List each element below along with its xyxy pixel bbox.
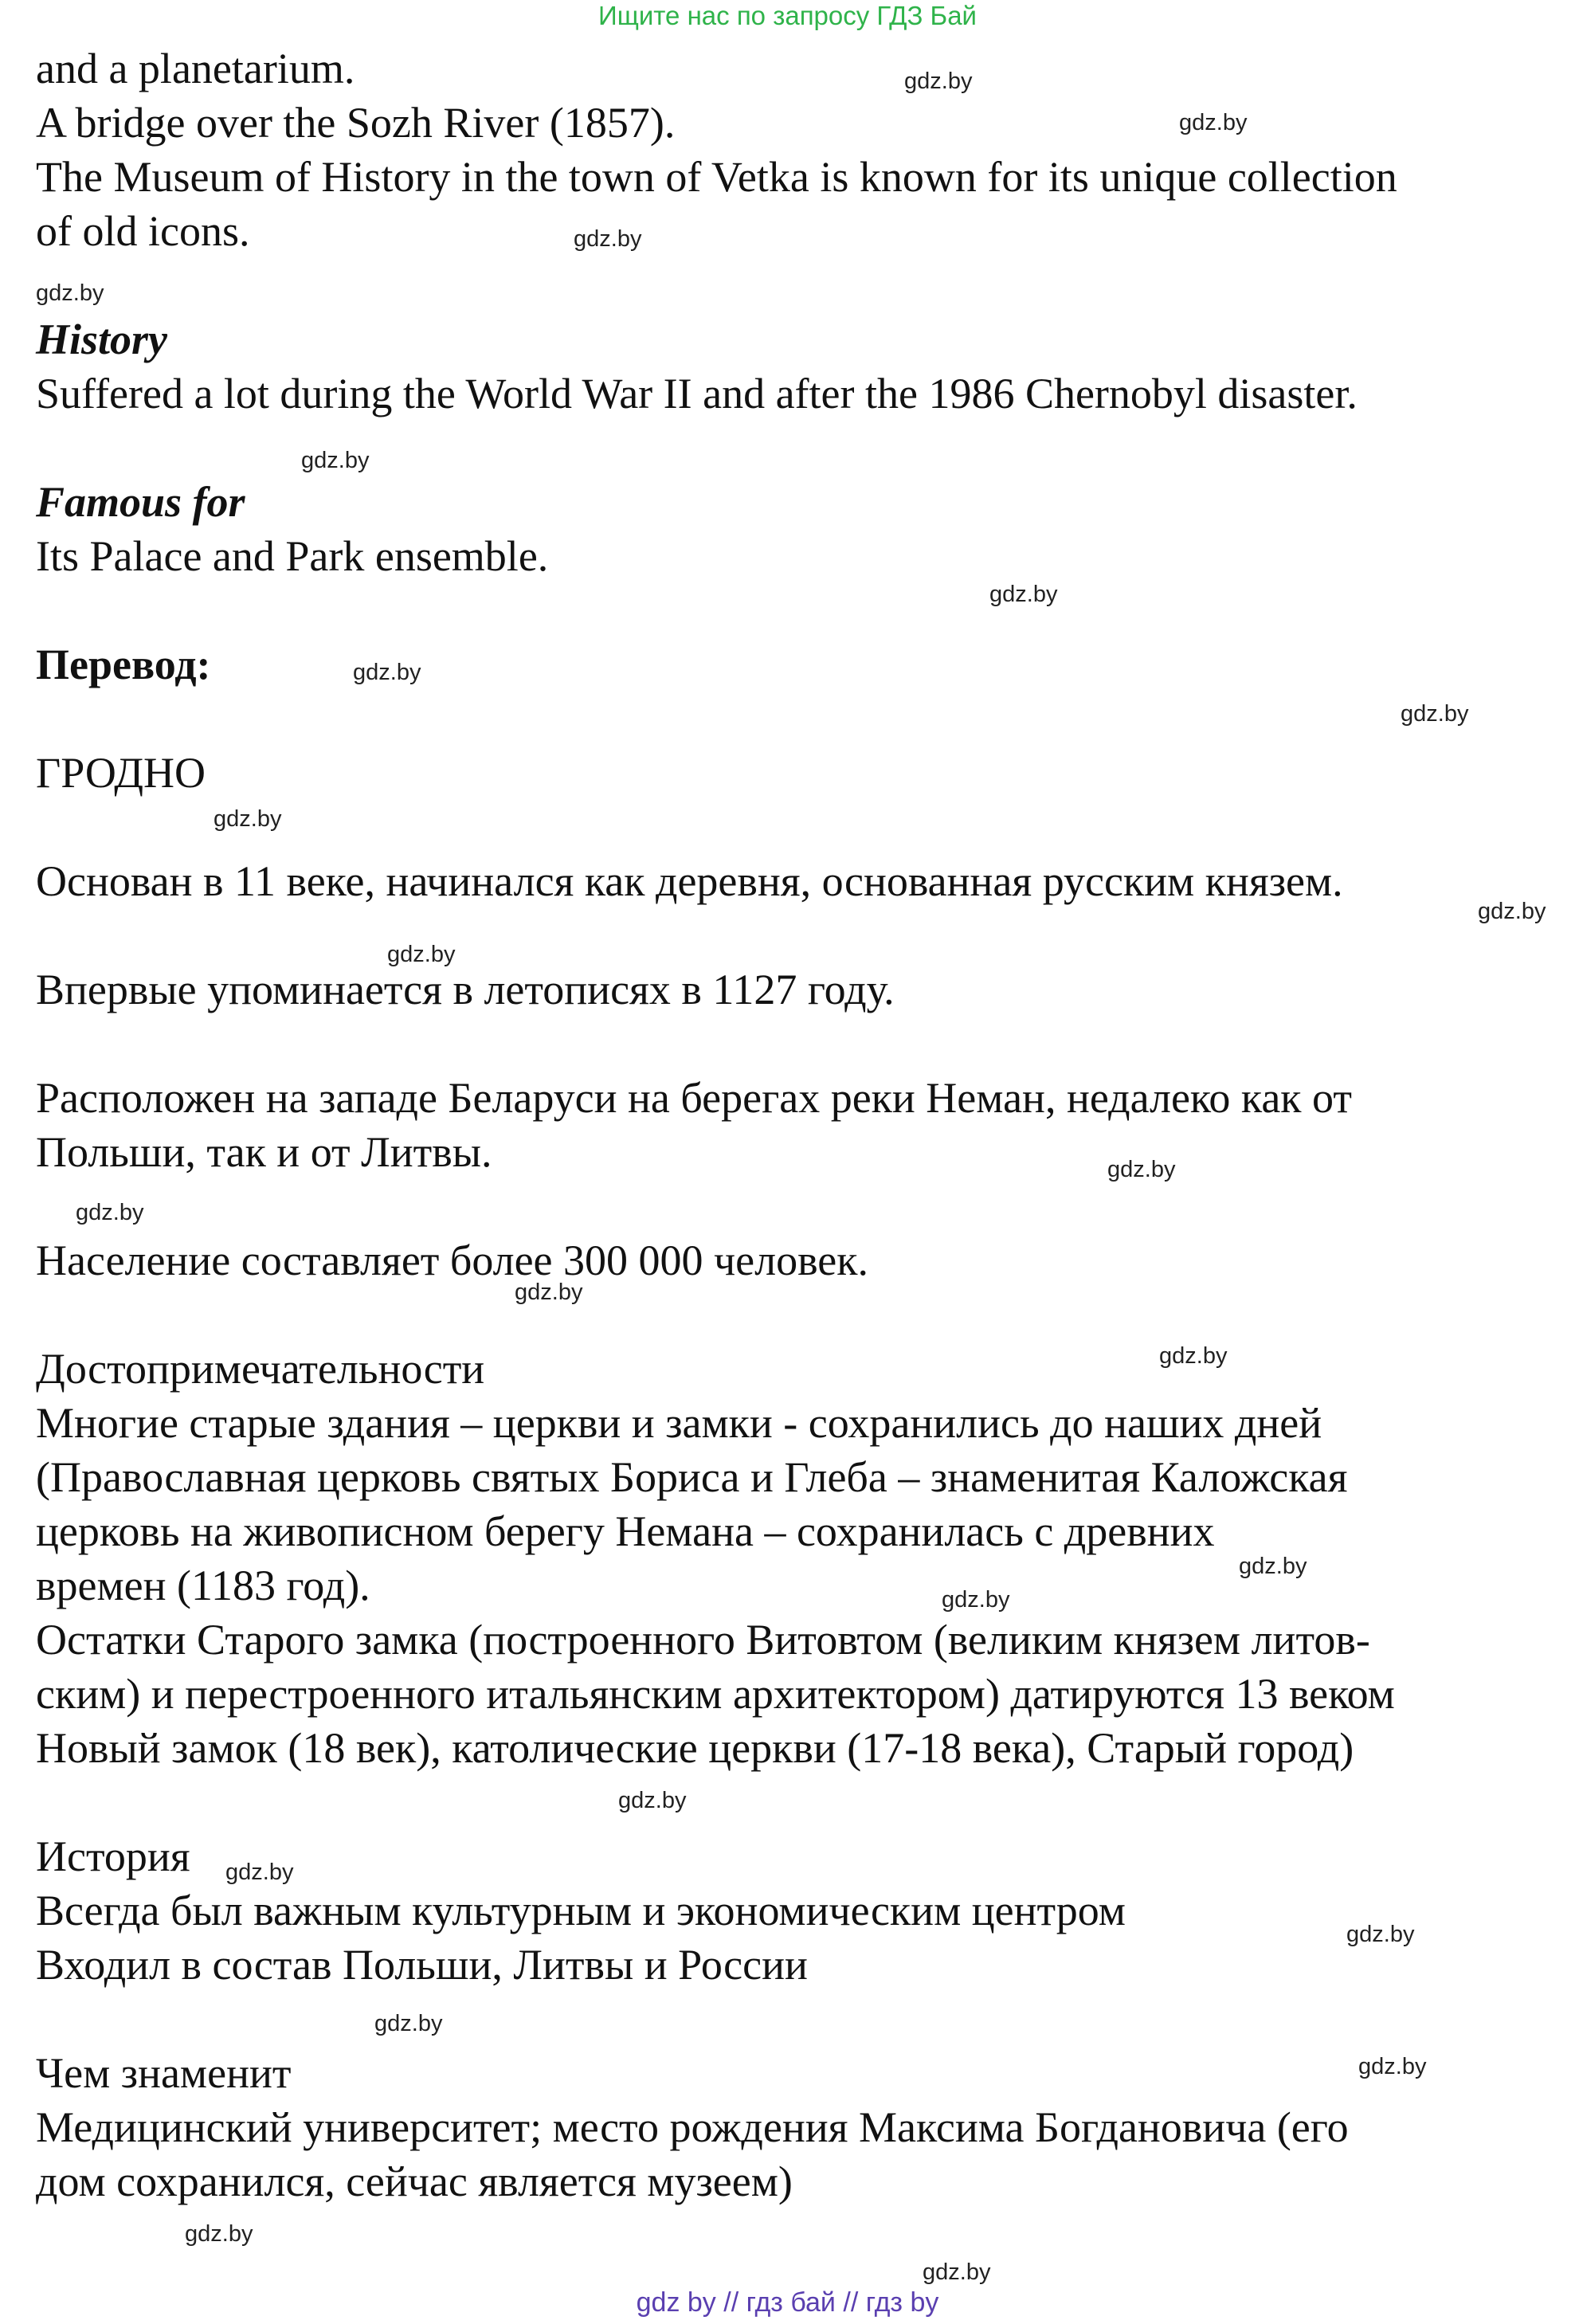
text-line: Its Palace and Park ensemble. <box>36 532 549 580</box>
text-line: A bridge over the Sozh River (1857). <box>36 99 676 147</box>
watermark: gdz.by <box>36 280 104 306</box>
watermark: gdz.by <box>1107 1157 1176 1182</box>
text-line: Население составляет более 300 000 человек. <box>36 1236 868 1284</box>
watermark: gdz.by <box>989 582 1058 607</box>
text-line: ским) и перестроенного итальянским архитектором) датируются 13 веком <box>36 1670 1395 1718</box>
text-line: Польши, так и от Литвы. <box>36 1128 492 1176</box>
watermark: gdz.by <box>574 226 642 252</box>
watermark: gdz.by <box>1401 701 1469 727</box>
watermark: gdz.by <box>1358 2054 1427 2079</box>
watermark: gdz.by <box>225 1860 294 1885</box>
section-heading-famous-ru: Чем знаменит <box>36 2049 292 2097</box>
watermark: gdz.by <box>353 660 421 685</box>
section-heading-sights: Достопримечательности <box>36 1345 485 1393</box>
text-line: времен (1183 год). <box>36 1562 370 1609</box>
text-line: and a planetarium. <box>36 45 355 92</box>
section-heading-history: History <box>36 315 168 363</box>
watermark: gdz.by <box>185 2221 253 2247</box>
text-line: Впервые упоминается в летописях в 1127 году. <box>36 966 895 1013</box>
translation-heading: Перевод: <box>36 641 211 688</box>
section-heading-history-ru: История <box>36 1832 190 1880</box>
city-title: ГРОДНО <box>36 749 206 797</box>
text-line: дом сохранился, сейчас является музеем) <box>36 2157 793 2205</box>
watermark: gdz.by <box>214 806 282 832</box>
text-line: церковь на живописном берегу Немана – сохранилась с древних <box>36 1507 1215 1555</box>
top-banner: Ищите нас по запросу ГДЗ Бай <box>598 1 977 30</box>
text-line: The Museum of History in the town of Vetka is known for its unique collection <box>36 153 1397 201</box>
watermark: gdz.by <box>1239 1554 1307 1579</box>
watermark: gdz.by <box>374 2011 443 2036</box>
text-line: Основан в 11 веке, начинался как деревня, основанная русским князем. <box>36 857 1343 905</box>
text-line: Медицинский университет; место рождения Максима Богдановича (его <box>36 2103 1349 2151</box>
text-line: Остатки Старого замка (построенного Витовтом (великим князем литов- <box>36 1616 1370 1664</box>
watermark: gdz.by <box>1159 1343 1228 1369</box>
text-line: Входил в состав Польши, Литвы и России <box>36 1941 808 1989</box>
text-line: Новый замок (18 век), католические церкви (17-18 века), Старый город) <box>36 1724 1354 1772</box>
watermark: gdz.by <box>904 69 973 94</box>
watermark: gdz.by <box>942 1587 1010 1613</box>
section-heading-famous: Famous for <box>36 478 245 526</box>
watermark: gdz.by <box>923 2259 991 2285</box>
watermark: gdz.by <box>301 448 370 473</box>
footer-links: gdz by // гдз бай // гдз by <box>636 2287 939 2318</box>
watermark: gdz.by <box>76 1200 144 1225</box>
text-line: of old icons. <box>36 207 250 255</box>
watermark: gdz.by <box>1478 899 1546 924</box>
watermark: gdz.by <box>515 1280 583 1305</box>
text-line: Многие старые здания – церкви и замки - сохранились до наших дней <box>36 1399 1322 1447</box>
watermark: gdz.by <box>1179 110 1248 135</box>
watermark: gdz.by <box>387 942 456 967</box>
text-line: (Православная церковь святых Бориса и Глеба – знаменитая Каложская <box>36 1453 1348 1501</box>
text-line: Всегда был важным культурным и экономическим центром <box>36 1887 1126 1934</box>
text-line: Расположен на западе Беларуси на берегах реки Неман, недалеко как от <box>36 1074 1352 1122</box>
watermark: gdz.by <box>618 1788 687 1813</box>
text-line: Suffered a lot during the World War II and after the 1986 Chernobyl disaster. <box>36 370 1358 417</box>
watermark: gdz.by <box>1346 1922 1415 1947</box>
